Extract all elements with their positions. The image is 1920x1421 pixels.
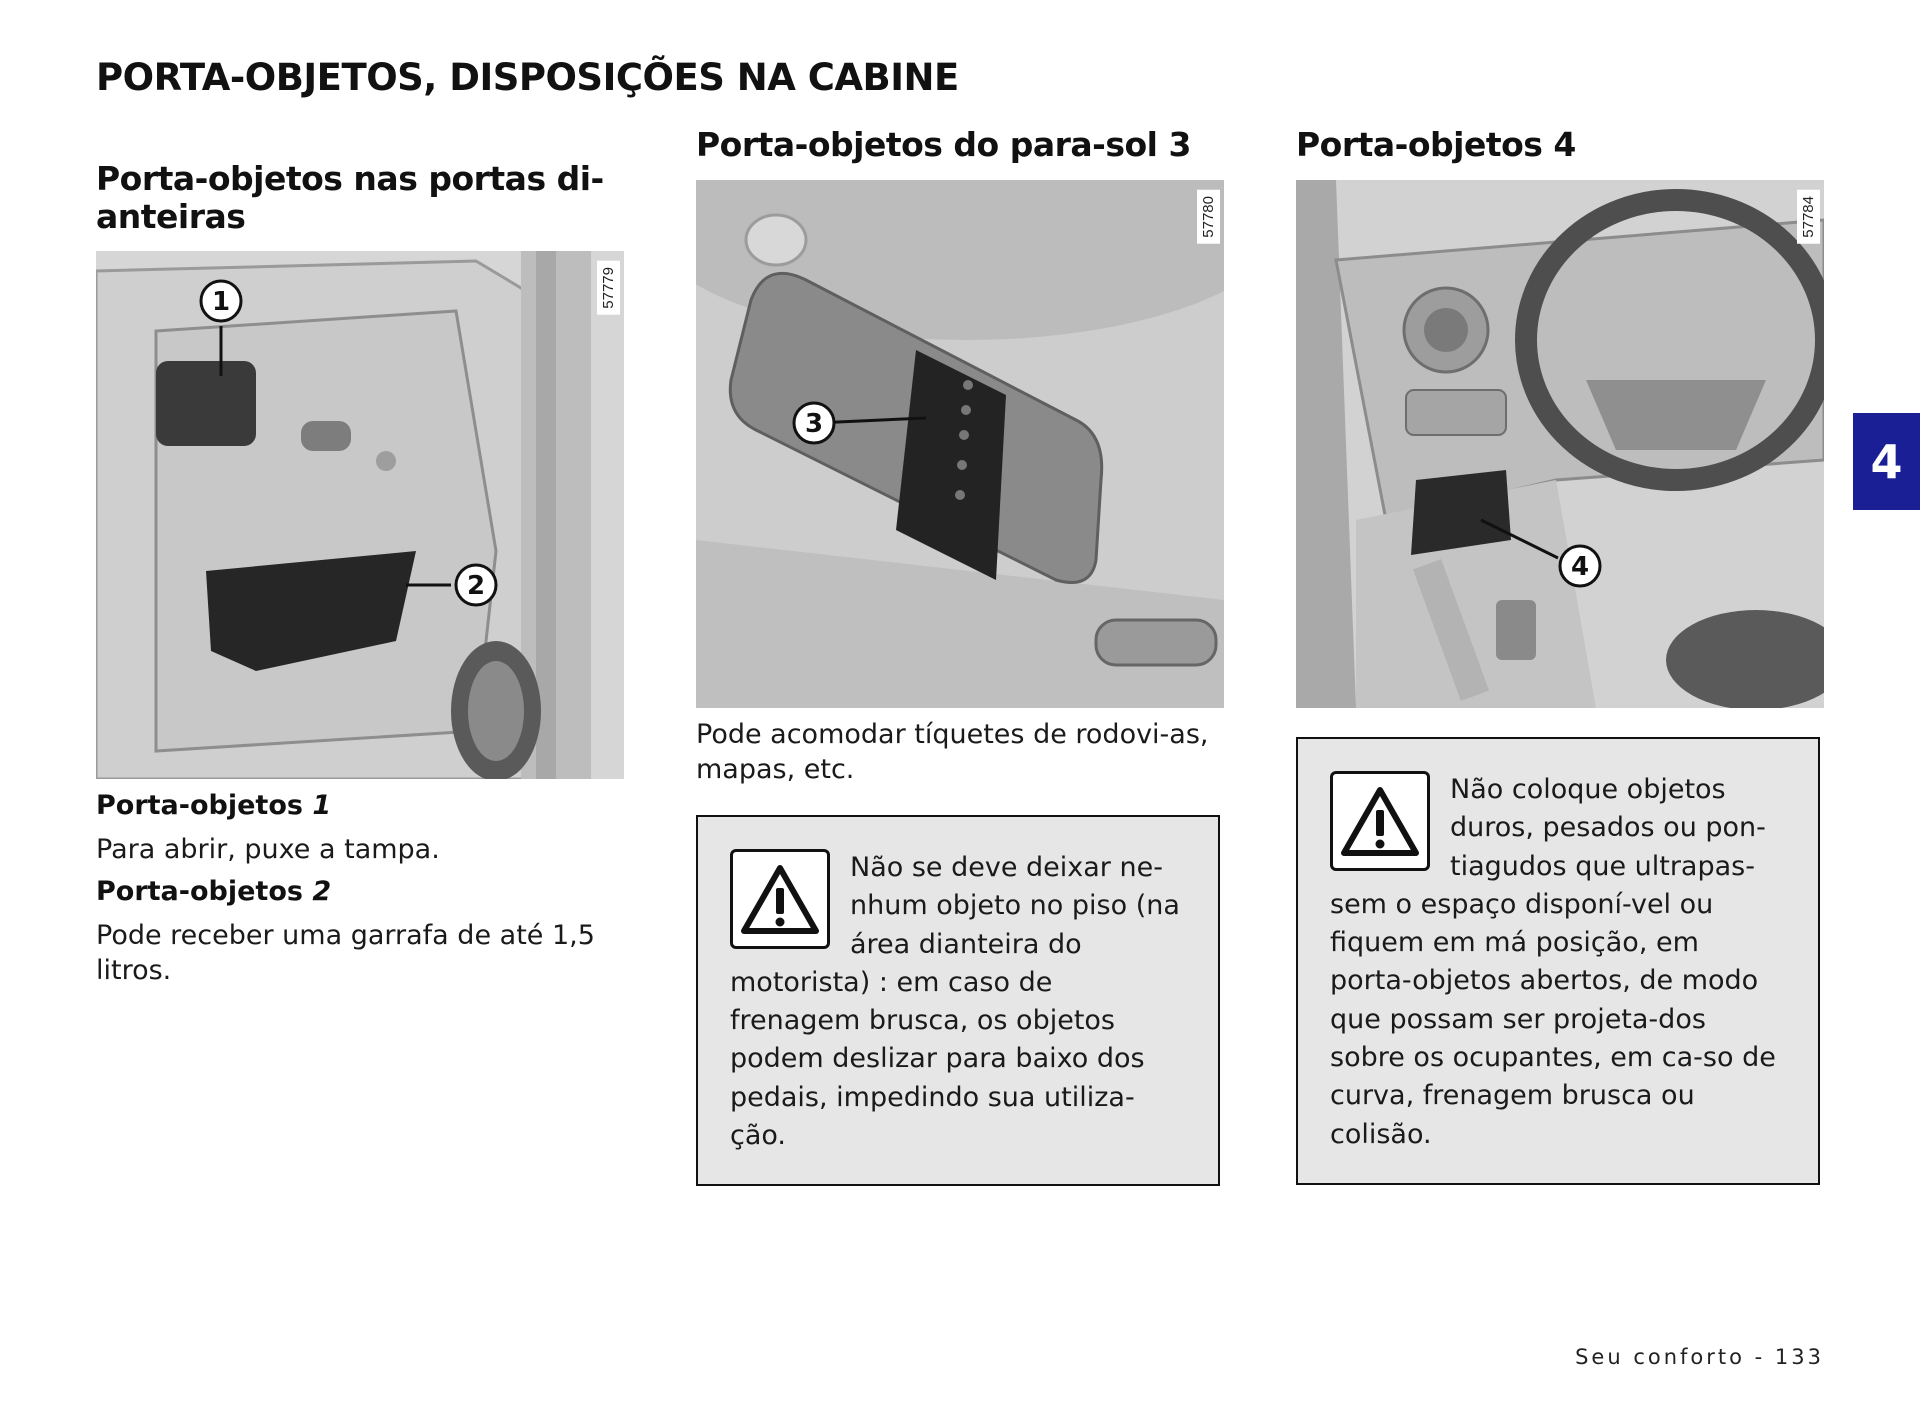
- sun-visor-text: Pode acomodar tíquetes de rodovi-as, mapas, etc.: [696, 719, 1209, 785]
- figure-code: 57784: [1797, 190, 1820, 244]
- item-2-text: Pode receber uma garrafa de até 1,5 litros.: [96, 920, 595, 986]
- chapter-tab: 4: [1853, 413, 1920, 510]
- item-1-text: Para abrir, puxe a tampa.: [96, 834, 440, 865]
- callout-1: 1: [211, 287, 231, 317]
- item-2-heading: Porta-objetos 2: [96, 876, 332, 907]
- warning-triangle-icon: [1330, 771, 1430, 871]
- figure-code: 57779: [597, 261, 620, 315]
- page-footer: Seu conforto - 133: [1575, 1345, 1824, 1369]
- figure-code: 57780: [1197, 190, 1220, 244]
- door-illustration: [96, 251, 624, 779]
- section-title-sun-visor: Porta-objetos do para-sol 3: [696, 125, 1191, 164]
- sun-visor-illustration: [696, 180, 1224, 708]
- section-title-storage-4: Porta-objetos 4: [1296, 125, 1576, 164]
- callout-3: 3: [804, 409, 824, 439]
- warning-box-floor: [696, 815, 1220, 1186]
- warning-text-floor: Não se deve deixar ne-nhum objeto no piso (na área dianteira do motorista) : em caso de frenagem brusca, os objetos podem deslizar para baixo dos pedais, impedindo sua utiliza-ção.: [730, 852, 1180, 1152]
- dashboard-illustration: [1296, 180, 1824, 708]
- callout-2: 2: [466, 571, 486, 601]
- storage-4: [1411, 470, 1511, 555]
- callout-4: 4: [1570, 552, 1590, 582]
- warning-triangle-icon: [730, 849, 830, 949]
- figure-sun-visor: [696, 180, 1224, 708]
- item-1-heading: Porta-objetos 1: [96, 790, 332, 821]
- warning-text-hard-objects: Não coloque objetos duros, pesados ou pon-tiagudos que ultrapas-sem o espaço disponí-vel ou fiquem em má posição, em porta-objetos abertos, de modo que possam ser projeta-dos sobre os ocupantes, em ca-so de curva, frenagem brusca ou colisão.: [1330, 774, 1776, 1150]
- page-title: PORTA-OBJETOS, DISPOSIÇÕES NA CABINE: [96, 56, 959, 99]
- pocket-1: [156, 361, 256, 446]
- warning-box-hard-objects: [1296, 737, 1820, 1185]
- figure-front-door: [96, 251, 624, 779]
- section-title-front-doors: Porta-objetos nas portas di- anteiras: [96, 159, 604, 236]
- figure-dashboard: [1296, 180, 1824, 708]
